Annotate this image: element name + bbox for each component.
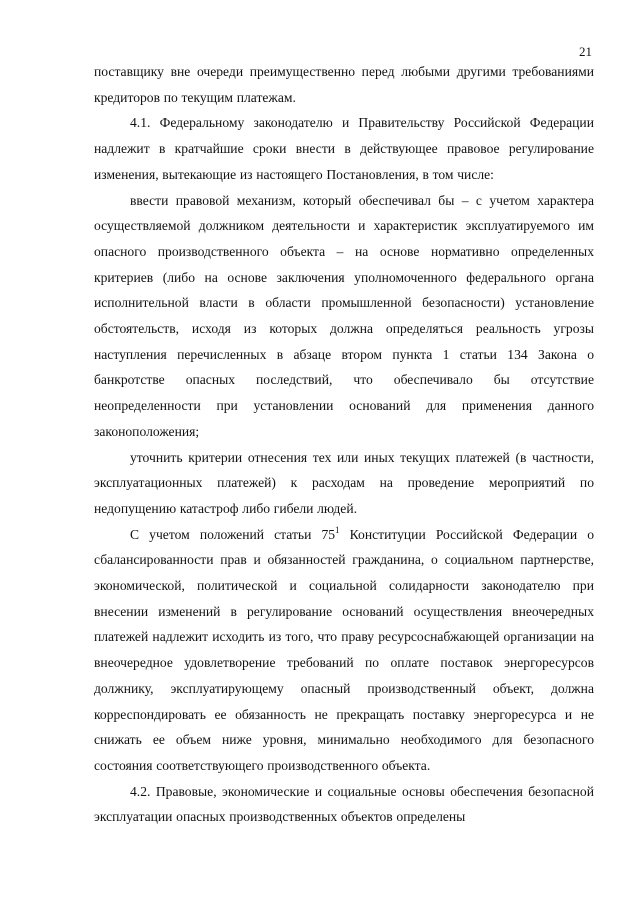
paragraph-clarify-criteria: уточнить критерии отнесения тех или иных текущих платежей (в частности, эксплуатационных платежей) к расходам на проведение мероприятий по недопущению катастроф либо гибели людей.	[94, 449, 594, 516]
paragraph-text-after-sup: Конституции Российской Федерации о сбалансированности прав и обязанностей гражданина, о социальном партнерстве, экономической, политической и социальной солидарности законодателю при внесении изменений в регулирование оснований осуществления внеочередных платежей надлежит исходить из того, что праву ресурсоснабжающей организации на внеочередное удовлетворение требований по оплате поставок энергоресурсов должнику, эксплуатирующему опасный производственный объект, должна корреспондировать ее обязанность не прекращать поставку энергоресурса и не снижать ее объем ниже уровня, минимально необходимого для безопасного состояния соответствующего производственного объекта.	[94, 526, 594, 773]
paragraph-legal-mechanism: ввести правовой механизм, который обеспечивал бы – с учетом характера осуществляемой должником деятельности и характеристик эксплуатируемого им опасного производственного объекта – на основе нормативно определенных критериев (либо на основе заключения уполномоченного федерального органа исполнительной власти в области промышленной безопасности) установление обстоятельств, исходя из которых должна определяться реальность угрозы наступления перечисленных в абзаце втором пункта 1 статьи 134 Закона о банкротстве опасных последствий, что обеспечивало бы отсутствие неопределенности при установлении оснований для применения данного законоположения;	[94, 192, 594, 439]
page-number: 21	[579, 44, 592, 59]
paragraph-4-2: 4.2. Правовые, экономические и социальные основы обеспечения безопасной эксплуатации опасных производственных объектов определены	[94, 783, 594, 825]
document-body	[94, 59, 594, 830]
paragraph-constitution-article	[94, 522, 594, 779]
paragraph-continuation: поставщику вне очереди преимущественно перед любыми другими требованиями кредиторов по текущим платежам.	[94, 64, 594, 105]
superscript-article-index: 1	[335, 524, 340, 535]
paragraph-text-before-sup: С учетом положений статьи 75	[130, 526, 336, 542]
paragraph-4-1: 4.1. Федеральному законодателю и Правительству Российской Федерации надлежит в кратчайшие сроки внести в действующее правовое регулирование изменения, вытекающие из настоящего Постановления, в том числе:	[94, 115, 594, 182]
